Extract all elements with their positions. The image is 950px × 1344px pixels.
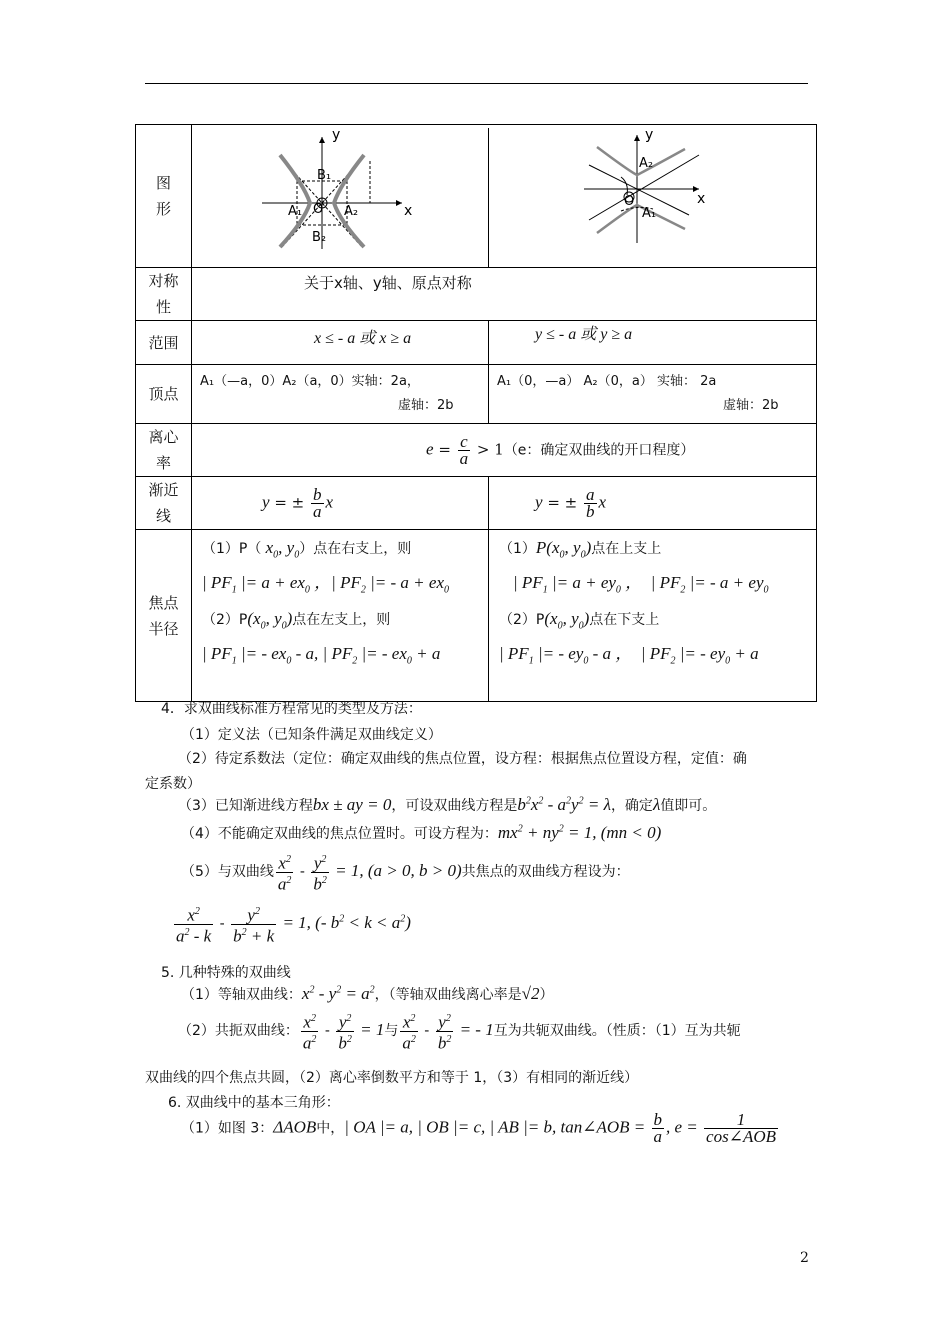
focal-left-case2: （2）P [202,611,248,628]
row-label-focal-radius: 焦点 半径 [136,530,192,702]
horizontal-hyperbola-diagram [192,125,489,263]
row-figure [136,125,817,268]
fig-left-x-label: x [404,203,413,219]
vertices-horizontal-line2: 虚轴：2b [398,398,454,413]
fig-right-O-label: O [624,194,635,209]
vertices-horizontal-line1: A₁（—a，0）A₂（a，0）实轴：2a， [200,374,420,389]
header-rule [145,83,808,84]
page-number: 2 [800,1250,809,1266]
hyperbola-properties-table [135,124,817,702]
fig-left-B2-label: B₂ [312,230,327,245]
fig-right-A1-label: A₁ [642,206,657,221]
eccentricity-formula: e = $\frac{c}{a}$ > 1（e：确定双曲线的开口程度） [192,424,817,477]
section5-item2: （2）共扼双曲线： $\frac{x^2}{a^2}$ - $\frac{y^2}{b^2}$ = 1与 $\frac{x^2}{a^2}$ - $\frac{y^2}{b^2}$ = - 1互为共轭双曲线。（性质：（1）互为共轭 [178,1012,741,1053]
fig-left-A1-label: A₁ [288,204,303,219]
vertices-horizontal [192,365,489,424]
section4-title: 4．求双曲线标准方程常见的类型及方法： [161,701,422,717]
focal-radius-vertical: $(1)P(x_0$, $y_0$)点在上支上 | $PF_1$ |= $a + ey_0$ ， | $PF_2$ |= - $a + ey_0$ $(2)P(x_0$, $y_0$)点在下支上 | $PF_1$ |= - $ey_0$ - a ， | $PF_2$ |= - $ey_0 + a$ [489,530,817,702]
row-vertices [136,365,817,424]
fig-right-A2-label: A₂ [639,156,654,171]
focal-right-case1-tail: 点在上支上 [591,541,662,557]
section5-item2-cont: 双曲线的四个焦点共圆，（2）离心率倒数平方和等于 1，（3）有相同的渐近线） [145,1070,639,1086]
fig-right-y-label: y [645,127,654,143]
symmetry-text: 关于x轴、y轴、原点对称 [192,268,817,321]
row-label-figure: 图 形 [136,125,192,268]
range-vertical: y ≤ - a 或 y ≥ a [489,321,817,365]
section4-item2-line2: 定系数） [145,776,201,792]
fig-left-O-label: O [313,202,324,217]
section4-item5: （5）与双曲线 $\frac{x^2}{a^2}$ - $\frac{y^2}{b^2}$ = 1, (a > 0, b > 0)共焦点的双曲线方程设为： [181,853,630,894]
row-range [136,321,817,365]
section6-title: 6. 双曲线中的基本三角形： [168,1095,340,1111]
focal-left-case1: （1）P（ [202,541,262,557]
figure-horizontal-hyperbola [192,125,489,268]
section4-item3: （3）已知渐进线方程bx ± ay = 0，可设双曲线方程是$b^2x^2 - a^2y^2 = \lambda$，确定λ值即可。 [178,795,717,814]
eccentricity-note: （e：确定双曲线的开口程度） [503,442,695,458]
row-label-range: 范围 [136,321,192,365]
asymptote-vertical: y = ± $\frac{a}{b}$ x [489,477,817,530]
section5-title: 5. 几种特殊的双曲线 [161,965,291,981]
focal-right-case2-tail: 点在下支上 [589,611,660,628]
section4-item2-line1: （2）待定系数法（定位：确定双曲线的焦点位置，设方程：根据焦点位置设方程，定值：确 [178,751,747,767]
fig-right-x-label: x [697,191,706,207]
vertices-vertical [489,365,817,424]
fig-left-y-label: y [332,127,341,143]
row-label-symmetry: 对称 性 [136,268,192,321]
row-asymptotes [136,477,817,530]
fig-left-A2-label: A₂ [344,204,359,219]
section6-item1: （1）如图 3：ΔAOB中，| OA |= a, | OB |= c, | AB |= b, tan∠AOB = $\frac{b}{a}$ , e = $\frac{1}{\text{cos∠AOB}}$ [181,1110,776,1146]
focal-left-case2-tail: 点在左支上，则 [292,611,391,628]
row-eccentricity [136,424,817,477]
focal-radius-horizontal: （1）P（ $x_0$, $y_0$）点在右支上，则 | $PF_1$ |= $a + ex_0$ ，| $PF_2$ |= - $a + ex_0$ $(2)P(x_0$, $y_0$)点在左支上，则 | $PF_1$ |= - $ex_0$ - a, | $PF_2$ |= - $ex_0 + a$ [192,530,489,702]
range-horizontal: x ≤ - a 或 x ≥ a [192,321,489,365]
figure-vertical-hyperbola [489,125,817,268]
section4-item4: （4）不能确定双曲线的焦点位置时。可设方程为：$mx^2 + ny^2 = 1$, (mn < 0) [181,823,662,842]
section5-item1: （1）等轴双曲线：$x^2 - y^2 = a^2$，（等轴双曲线离心率是√2） [181,984,554,1003]
row-focal-radius [136,530,817,702]
focal-left-case1-tail: ）点在右支上，则 [299,541,412,557]
vertical-hyperbola-diagram [489,125,817,263]
section4-item5-formula: $\frac{x^2}{a^2 - k}$ - $\frac{y^2}{b^2 + k}$ = 1, (- $b^2 < k < a^2$) [176,905,411,946]
asymptote-horizontal: y = ± $\frac{b}{a}$ x [192,477,489,530]
vertices-vertical-line1: A₁（0，—a） A₂（0，a） 实轴： 2a [497,374,717,389]
row-label-asymptotes: 渐近 线 [136,477,192,530]
fig-left-B1-label: B₁ [317,168,332,183]
section4-item1: （1）定义法（已知条件满足双曲线定义） [181,727,442,743]
row-symmetry [136,268,817,321]
vertices-vertical-line2: 虚轴：2b [723,398,779,413]
row-label-vertices: 顶点 [136,365,192,424]
row-label-eccentricity: 离心 率 [136,424,192,477]
focal-right-case2: （2）P [499,611,545,628]
focal-right-case1: （1） [499,541,536,557]
